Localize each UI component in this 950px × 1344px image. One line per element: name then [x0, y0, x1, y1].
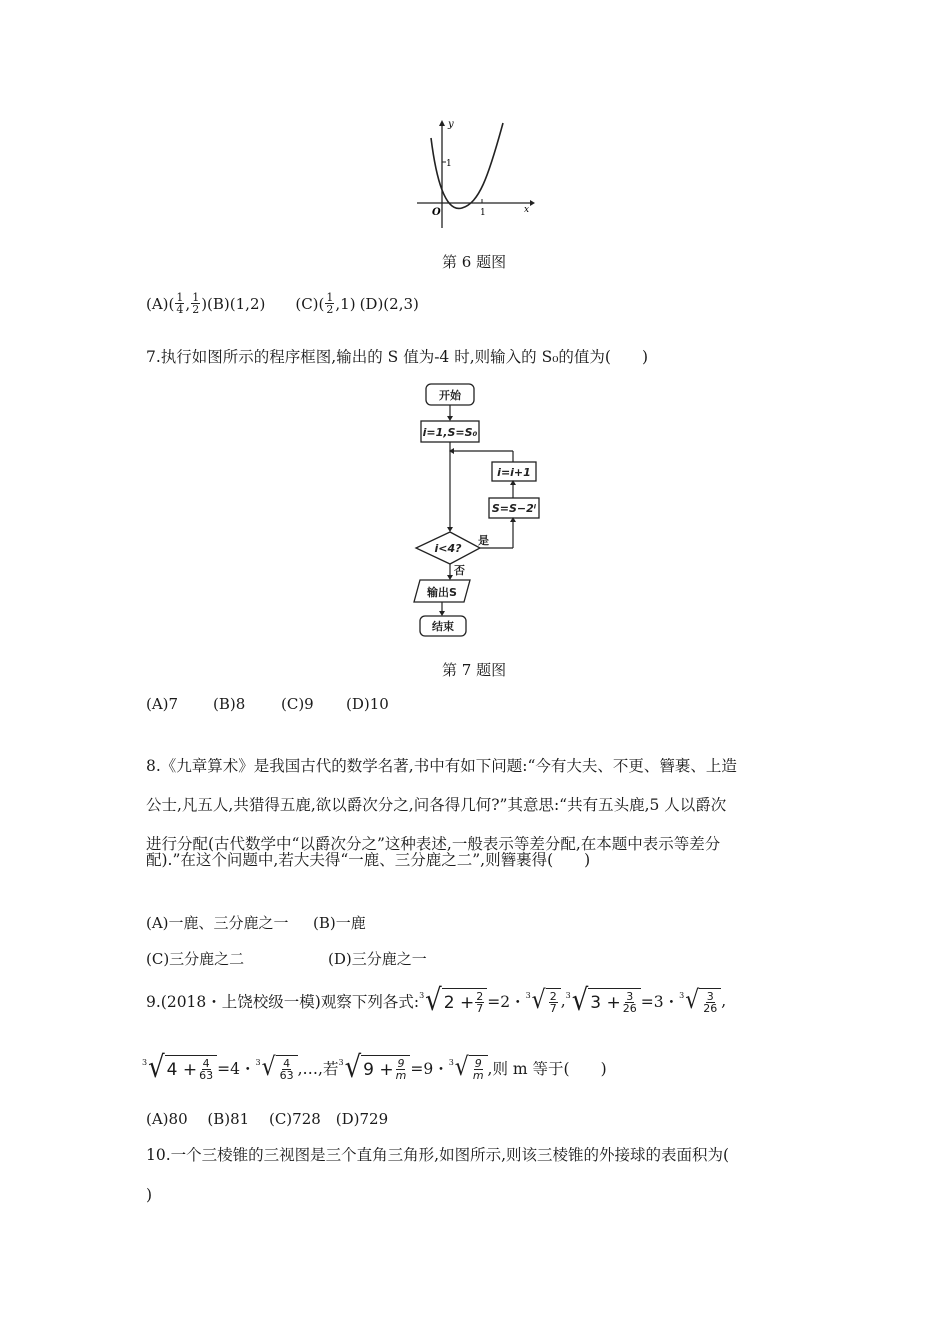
q6-options: (A) ( $\frac{1}{4}$ , $\frac{1}{2}$ ) (B)(1,2) (C) ( $\frac{1}{2}$ ,1) (D)(2,3): [146, 291, 419, 316]
flow-no-label: 否: [454, 564, 465, 577]
q9-expr3-left: 3 √ 4 + $\frac{4}{63}$: [142, 1055, 217, 1081]
y-label: y: [448, 119, 454, 130]
q6-option-c-label: (C): [295, 294, 319, 313]
q6-a-frac2: $\frac{1}{2}$: [192, 291, 200, 316]
q9-suffix: ,则 m 等于( ): [487, 1060, 607, 1078]
q9-expr2-right: 3 √ $\frac{3}{26}$: [679, 988, 721, 1014]
q6-option-d: (D)(2,3): [359, 294, 419, 313]
q9-options: (A)80 (B)81 (C)728 (D)729: [146, 1110, 389, 1128]
q7-option-b: (B)8: [213, 695, 246, 713]
q9-mid: ,…,若: [297, 1060, 339, 1078]
q8-line-4: 配).”在这个问题中,若大夫得“一鹿、三分鹿之二”,则簪裹得( ): [146, 851, 591, 869]
fig6-graph: [412, 118, 537, 233]
q8-line-3: 进行分配(古代数学中“以爵次分之”这种表述,一般表示等差分配,在本题中表示等差分: [146, 835, 721, 853]
q8-line-1: 8.《九章算术》是我国古代的数学名著,书中有如下问题:“今有大夫、不更、簪裹、上造: [146, 757, 737, 775]
q7-option-a: (A)7: [146, 695, 179, 713]
flow-yes-label: 是: [478, 534, 489, 547]
q6-option-a-label: (A): [146, 294, 169, 313]
flow-cond-text: i<4?: [434, 542, 462, 555]
q9-line-1: [146, 981, 726, 1021]
y-axis-arrow: [439, 120, 445, 126]
q9-expr4-right: 3 √ $\frac{9}{m}$: [449, 1055, 488, 1081]
q8-option-a: (A)一鹿、三分鹿之一: [146, 914, 289, 932]
q9-expr1-left: 3 √ 2 + $\frac{2}{7}$: [419, 988, 487, 1014]
flow-update-text: S=S−2ⁱ: [491, 502, 537, 515]
origin-label: O: [432, 207, 441, 218]
q9-expr1-right: 3 √ $\frac{2}{7}$: [526, 988, 561, 1014]
fig6-caption: 第 6 题图: [442, 253, 507, 271]
q10-line-1: 10.一个三棱锥的三视图是三个直角三角形,如图所示,则该三棱锥的外接球的表面积为(: [146, 1146, 730, 1164]
flow-output-text: 输出S: [427, 586, 457, 599]
q7-option-c: (C)9: [281, 695, 314, 713]
q8-option-b: (B)一鹿: [313, 914, 366, 932]
x-label: x: [524, 205, 530, 215]
q8-option-c: (C)三分鹿之二: [146, 950, 245, 968]
q9-expr4-eq: =9・: [410, 1060, 449, 1078]
q6-c-frac: $\frac{1}{2}$: [326, 291, 334, 316]
q6-a-frac1: $\frac{1}{4}$: [176, 291, 184, 316]
q9-expr2-left: 3 √ 3 + $\frac{3}{26}$: [566, 988, 641, 1014]
q10-line-2: ): [146, 1186, 153, 1204]
x-tick-label: 1: [480, 208, 486, 218]
fig7-flowchart: [408, 380, 548, 642]
flow-init-text: i=1,S=S₀: [422, 426, 478, 439]
q8-line-2: 公士,凡五人,共猎得五鹿,欲以爵次分之,问各得几何?”其意思:“共有五头鹿,5 人以爵次: [146, 796, 727, 814]
q9-sep-1: ,: [560, 992, 566, 1010]
q9-expr1-eq: =2・: [487, 993, 526, 1011]
q7-option-d: (D)10: [346, 695, 389, 713]
q9-expr2-eq: =3・: [640, 993, 680, 1011]
x-axis-arrow: [530, 200, 535, 206]
q8-option-d: (D)三分鹿之一: [328, 950, 427, 968]
q9-prefix: 9.(2018・上饶校级一模)观察下列各式:: [146, 993, 420, 1011]
y-tick-label: 1: [446, 159, 452, 169]
q6-option-c-rest: ,1): [335, 294, 356, 313]
q9-expr3-eq: =4・: [217, 1060, 256, 1078]
q9-expr4-left: 3 √ 9 + $\frac{9}{m}$: [338, 1055, 410, 1081]
q9-expr3-right: 3 √ $\frac{4}{63}$: [256, 1055, 298, 1081]
q9-line-2: [142, 1048, 607, 1088]
flow-end-text: 结束: [432, 620, 454, 633]
flow-inc-text: i=i+1: [497, 466, 531, 479]
q9-sep-2: ,: [721, 992, 727, 1010]
q7-stem: 7.执行如图所示的程序框图,输出的 S 值为-4 时,则输入的 S₀的值为( ): [146, 348, 648, 366]
fig7-caption: 第 7 题图: [442, 661, 507, 679]
q6-option-b: (B)(1,2): [207, 294, 266, 313]
flow-start-text: 开始: [439, 389, 461, 402]
